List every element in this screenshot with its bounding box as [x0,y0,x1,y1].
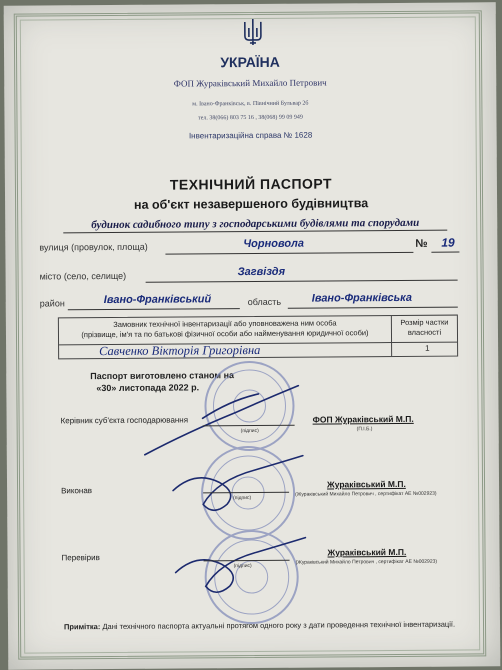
owner-name: Савченко Вікторія Григорівна [99,342,261,359]
organization-name: ФОП Жураківський Михайло Петрович [173,77,327,89]
organization-phones: тел. 38(066) 803 75 16 , 38(068) 99 09 949 [198,114,303,122]
street-value: Чорновола [243,237,305,251]
checker-sign-caption: (підпис) [233,563,252,570]
executor-name: Жураківський М.П. [327,478,406,490]
document-subtitle: на об'єкт незавершеного будівництва [133,196,369,212]
executor-details: (Жураківський Михайло Петрович , сертифікат АЕ №002923) [295,490,437,498]
district-value: Івано-Франківський [103,293,212,307]
footnote-label: Примітка: [63,622,101,632]
executor-sign-caption: (підпис) [233,495,252,502]
inventory-case-number: Інвентаризаційна справа № 1628 [188,130,313,141]
head-name-caption: (П.І.Б.) [356,426,373,433]
region-value: Івано-Франківська [311,291,413,305]
country-heading: УКРАЇНА [220,53,280,71]
region-label: область [247,296,282,308]
head-sign-caption: (підпис) [240,427,259,435]
number-label: № [415,237,428,250]
checker-label: Перевірив [61,553,100,563]
document-page [4,2,501,669]
checker-name: Жураківський М.П. [327,546,407,558]
date-line-1: Паспорт виготовлено станом на [90,370,235,382]
district-label: район [39,298,65,309]
organization-address: м. Івано-Франківськ, в. Північний Бульвар 2б [192,100,309,108]
object-type: будинок садибного типу з господарськими будівлями та спорудами [63,217,447,234]
date-line-2: «30» листопада 2022 р. [96,382,200,394]
owner-header-line-2: (прізвище, ім'я та по батькові фізичної особи або найменування юридичної особи) [81,328,369,340]
house-number-value: 19 [441,235,455,250]
executor-label: Виконав [61,486,93,496]
city-value: Загвіздя [237,265,286,279]
share-header-line-2: власності [407,327,442,337]
ownership-share: 1 [425,343,430,353]
city-label: місто (село, селище) [39,270,127,282]
owner-header-line-1: Замовник технічної інвентаризації або уповноважена ним особа [113,318,337,329]
head-label: Керівник суб'єкта господарювання [60,415,189,426]
stamp-seals [4,2,501,669]
head-name: ФОП Жураківський М.П. [312,413,414,425]
footnote-text: Дані технічного паспорта актуальні протягом одного року з дати проведення технічної інвентаризації. [102,619,456,632]
checker-details: (Жураківський Михайло Петрович , сертифікат АЕ №002923) [295,558,438,566]
share-header-line-1: Розмір частки [400,317,449,327]
street-label: вулиця (провулок, площа) [39,241,148,253]
document-title: ТЕХНІЧНИЙ ПАСПОРТ [169,175,333,193]
